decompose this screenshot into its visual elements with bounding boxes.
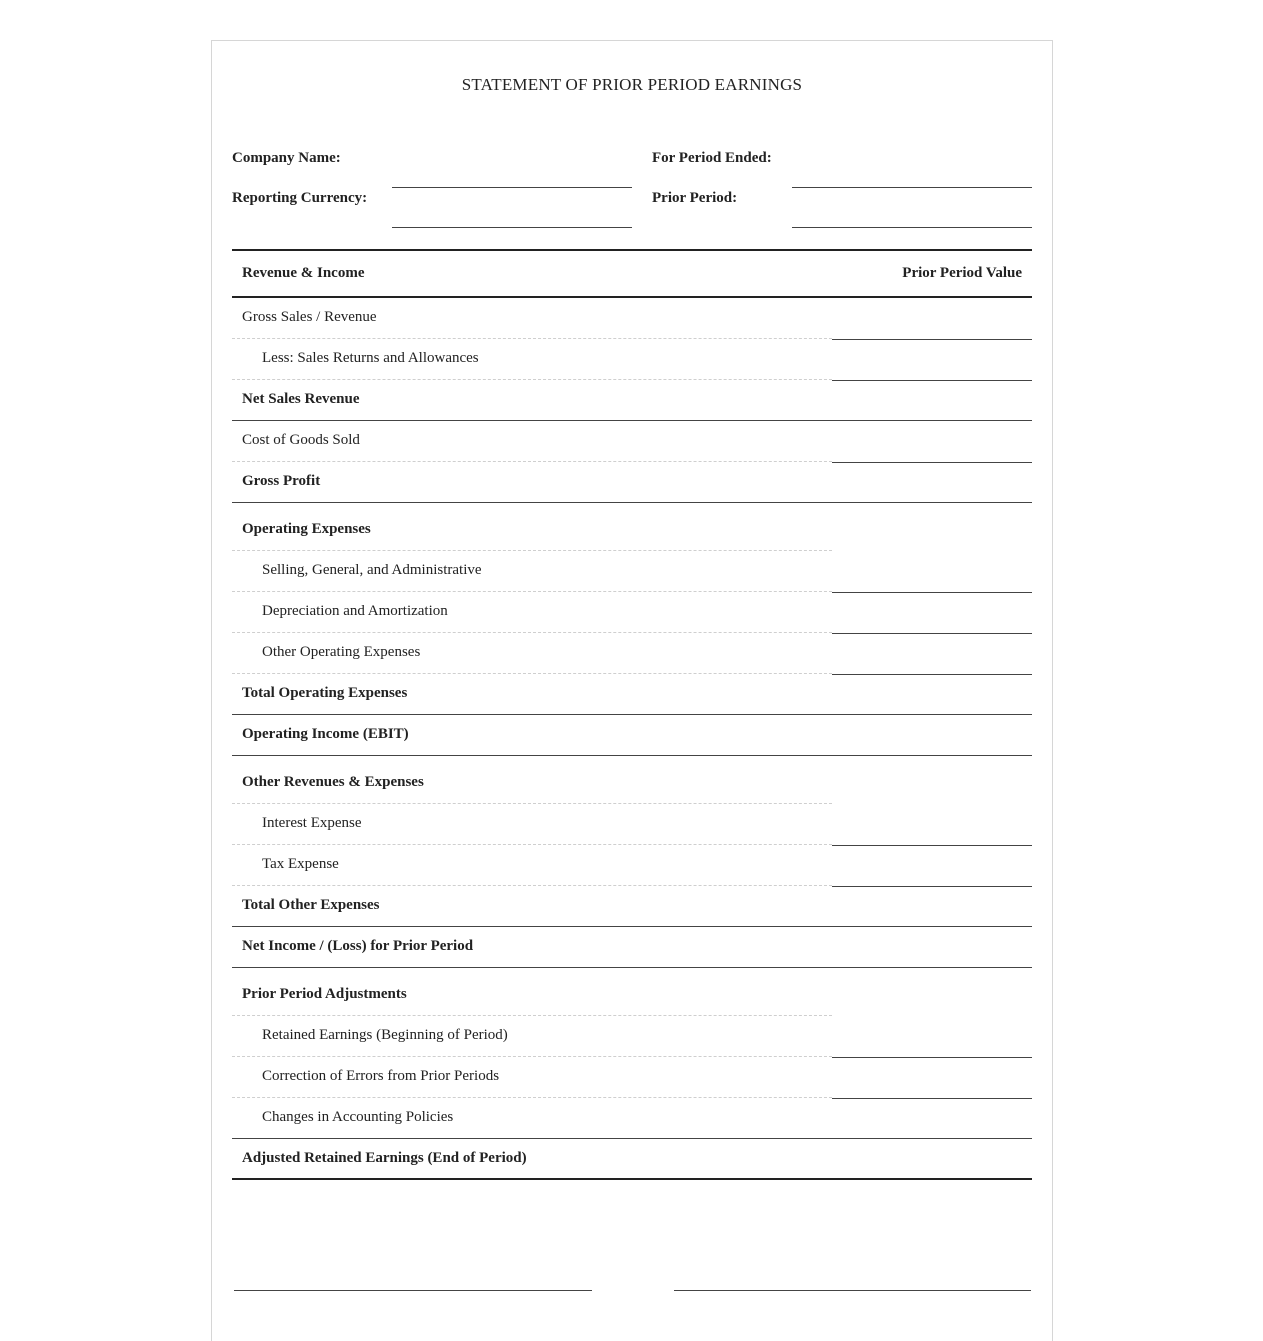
table-row[interactable] [232,551,1032,592]
row-label: Gross Sales / Revenue [242,309,377,325]
header-row-1 [232,148,1032,188]
prior-period-label: Prior Period: [652,190,738,206]
row-label: Cost of Goods Sold [242,432,360,448]
row-label: Net Sales Revenue [242,391,360,407]
column-header-value: Prior Period Value [902,265,1022,281]
row-label: Correction of Errors from Prior Periods [262,1068,500,1084]
table-section-header [232,968,1032,1016]
table-row[interactable] [232,633,1032,674]
reporting-currency-field[interactable] [392,227,632,228]
company-name-label: Company Name: [232,150,341,166]
table-row-subtotal[interactable] [232,886,1032,927]
row-label: Tax Expense [262,856,339,872]
table-row[interactable] [232,1057,1032,1098]
row-label: Other Operating Expenses [262,644,421,660]
period-ended-label: For Period Ended: [652,150,772,166]
signature-line-right[interactable] [674,1290,1031,1291]
table-row[interactable] [232,804,1032,845]
header-row-2 [232,188,1032,228]
table-header [232,251,1032,298]
table-row[interactable] [232,421,1032,462]
row-label: Net Income / (Loss) for Prior Period [242,938,474,954]
table-row[interactable] [232,1016,1032,1057]
column-header-item: Revenue & Income [242,265,365,281]
prior-period-field[interactable] [792,227,1032,228]
row-label: Adjusted Retained Earnings (End of Period) [242,1150,527,1166]
reporting-currency-label: Reporting Currency: [232,190,368,206]
table-row-total[interactable] [232,1139,1032,1180]
row-label: Retained Earnings (Beginning of Period) [262,1027,508,1043]
table-section-header [232,503,1032,551]
row-label: Operating Income (EBIT) [242,726,409,742]
row-label: Gross Profit [242,473,321,489]
table-row[interactable] [232,1098,1032,1139]
row-label: Interest Expense [262,815,362,831]
table-row[interactable] [232,845,1032,886]
table-row-subtotal[interactable] [232,715,1032,756]
document-title: STATEMENT OF PRIOR PERIOD EARNINGS [461,75,803,94]
table-row-subtotal[interactable] [232,927,1032,968]
earnings-table [232,249,1032,1180]
section-label: Prior Period Adjustments [242,986,407,1002]
table-row-subtotal[interactable] [232,380,1032,421]
row-label: Total Other Expenses [242,897,380,913]
row-label: Less: Sales Returns and Allowances [262,350,479,366]
signature-line-left[interactable] [234,1290,592,1291]
section-label: Operating Expenses [242,521,371,537]
document-page [211,40,1053,1341]
row-label: Depreciation and Amortization [262,603,448,619]
row-label: Selling, General, and Administrative [262,562,482,578]
table-row[interactable] [232,339,1032,380]
row-label: Total Operating Expenses [242,685,408,701]
table-row[interactable] [232,592,1032,633]
table-row[interactable] [232,298,1032,339]
row-label: Changes in Accounting Policies [262,1109,454,1125]
table-row-subtotal[interactable] [232,462,1032,503]
section-label: Other Revenues & Expenses [242,774,424,790]
table-row-subtotal[interactable] [232,674,1032,715]
table-section-header [232,756,1032,804]
